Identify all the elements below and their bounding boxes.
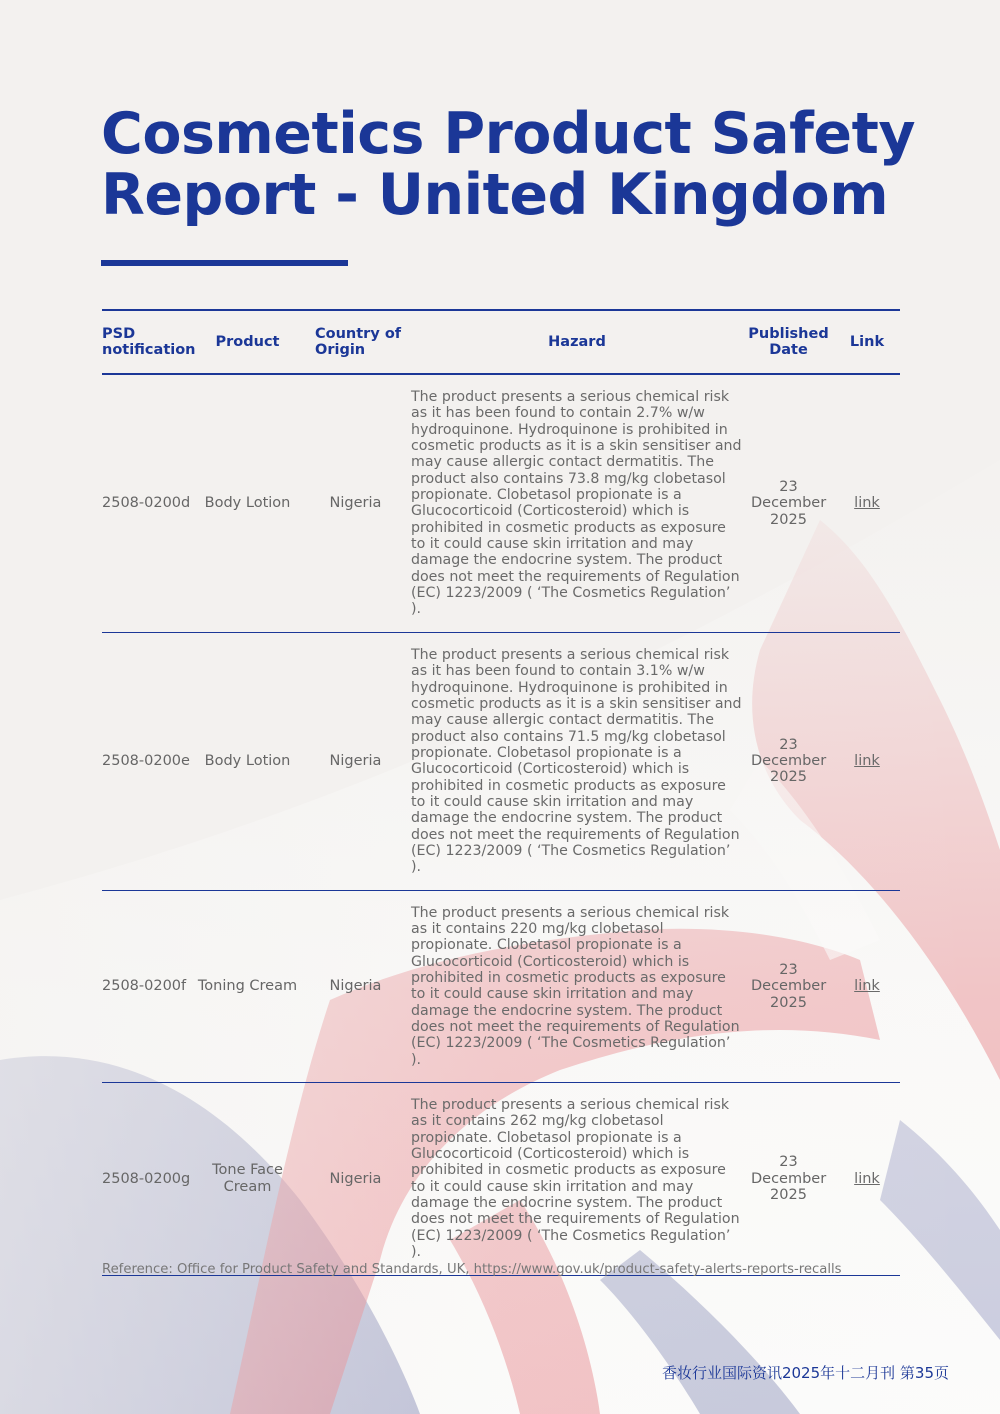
product-cell: Body Lotion [204, 753, 291, 770]
safety-report-table [102, 309, 900, 1276]
product-cell: Tone Face Cream [212, 1162, 283, 1195]
header-country: Country of Origin [315, 326, 402, 358]
title-underline [101, 260, 348, 266]
country-cell: Nigeria [329, 978, 382, 995]
date-cell: 23 December 2025 [751, 1154, 827, 1203]
header-date: Published Date [748, 326, 829, 358]
country-cell: Nigeria [329, 753, 382, 770]
product-cell: Body Lotion [204, 495, 291, 512]
hazard-cell: The product presents a serious chemical risk as it has been found to contain 3.1% w/w hydroquinone. Hydroquinone is prohibited in cosmetic products as it is a skin sensitiser and may cause allergic contact dermatitis. The product also contains 71.5 mg/kg clobetasol propionate. Clobetasol propionate is a Glucocorticoid (Corticosteroid) which is prohibited in cosmetic products as exposure to it could cause skin irritation and may damage the endocrine system. The product does not meet the requirements of Regulation (EC) 1223/2009 ( ‘The Cosmetics Regulation’ ). [411, 646, 742, 876]
psd-cell: 2508-0200g [102, 1170, 191, 1187]
header-product: Product [215, 334, 280, 350]
product-cell: Toning Cream [197, 978, 298, 995]
psd-cell: 2508-0200d [102, 495, 191, 512]
link-cell [834, 632, 900, 890]
header-link: Link [849, 334, 885, 350]
date-cell: 23 December 2025 [751, 961, 827, 1011]
date-cell: 23 December 2025 [751, 478, 827, 528]
date-cell: 23 December 2025 [751, 736, 827, 786]
row-link[interactable]: link [854, 978, 880, 995]
table-row [102, 1083, 900, 1275]
psd-cell: 2508-0200e [102, 753, 190, 770]
header-hazard: Hazard [548, 334, 606, 350]
table-header-row [102, 310, 900, 374]
link-cell [834, 1083, 900, 1275]
table-row [102, 632, 900, 890]
table-row [102, 374, 900, 632]
safety-report-table-wrapper [102, 309, 900, 1276]
header-psd: PSD notification [102, 326, 196, 358]
link-cell [834, 890, 900, 1082]
page-footer: 香妆行业国际资讯2025年十二月刊 第35页 [661, 1364, 949, 1382]
row-link[interactable]: link [854, 495, 880, 512]
link-cell [834, 374, 900, 632]
hazard-cell: The product presents a serious chemical risk as it has been found to contain 2.7% w/w hydroquinone. Hydroquinone is prohibited in cosmetic products as it is a skin sensitiser and may cause allergic contact dermatitis. The product also contains 73.8 mg/kg clobetasol propionate. Clobetasol propionate is a Glucocorticoid (Corticosteroid) which is prohibited in cosmetic products as exposure to it could cause skin irritation and may damage the endocrine system. The product does not meet the requirements of Regulation (EC) 1223/2009 ( ‘The Cosmetics Regulation’ ). [411, 389, 742, 618]
page-title: Cosmetics Product Safety Report - United Kingdom [101, 101, 915, 228]
country-cell: Nigeria [329, 495, 382, 512]
psd-cell: 2508-0200f [102, 978, 187, 995]
table-row [102, 890, 900, 1082]
row-link[interactable]: link [854, 753, 880, 770]
hazard-cell: The product presents a serious chemical risk as it contains 220 mg/kg clobetasol propionate. Clobetasol propionate is a Glucocorticoid (Corticosteroid) which is prohibited in cosmetic products as exposure to it could cause skin irritation and may damage the endocrine system. The product does not meet the requirements of Regulation (EC) 1223/2009 ( ‘The Cosmetics Regulation’ ). [411, 904, 740, 1068]
hazard-cell: The product presents a serious chemical risk as it contains 262 mg/kg clobetasol propionate. Clobetasol propionate is a Glucocorticoid (Corticosteroid) which is prohibited in cosmetic products as exposure to it could cause skin irritation and may damage the endocrine system. The product does not meet the requirements of Regulation (EC) 1223/2009 ( ‘The Cosmetics Regulation’ ). [411, 1097, 740, 1261]
reference-note: Reference: Office for Product Safety and Standards, UK, https://www.gov.uk/product-safety-alerts-reports-recalls [102, 1262, 842, 1277]
country-cell: Nigeria [329, 1170, 382, 1187]
row-link[interactable]: link [854, 1170, 880, 1187]
